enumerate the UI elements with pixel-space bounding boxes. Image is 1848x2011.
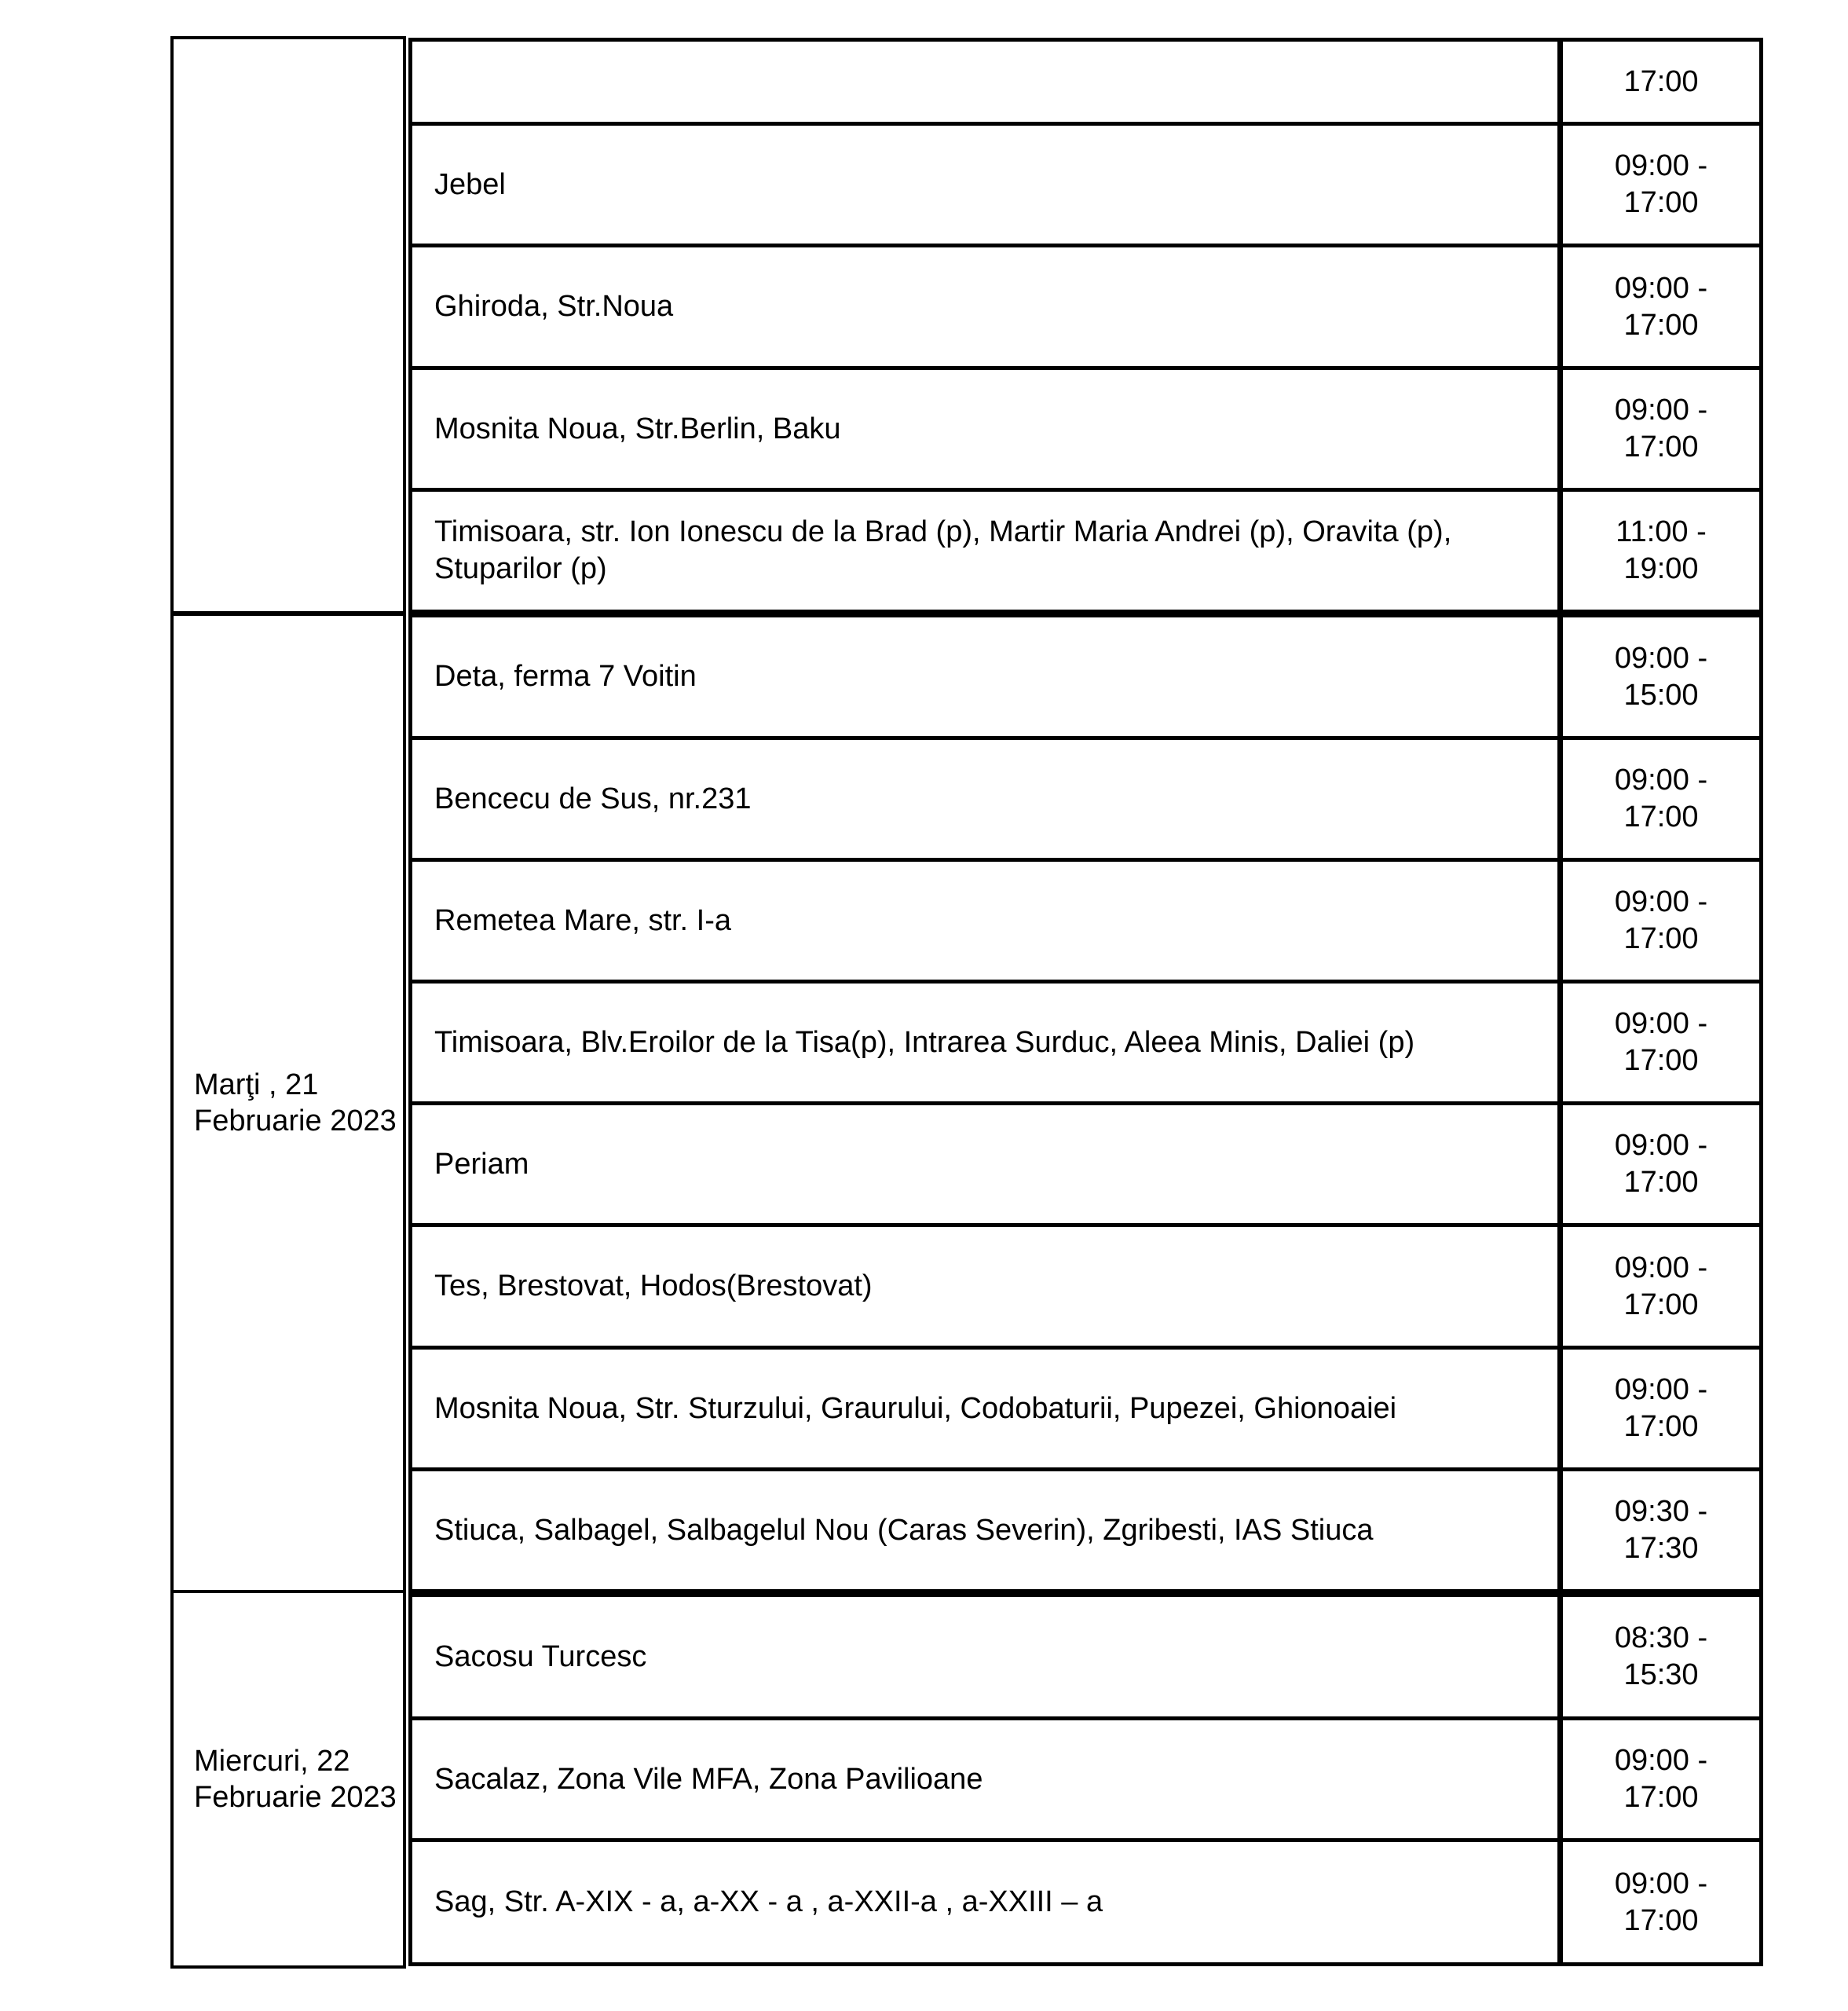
date-cell [170,36,406,614]
hours-text: 09:00 - 17:00 [1614,394,1708,463]
table-row [408,1593,1763,1720]
location-cell [408,1467,1561,1593]
hours-cell [1559,488,1763,614]
location-cell [408,736,1561,862]
hours-text: 09:00 - 17:00 [1614,885,1708,955]
hours-cell [1559,1346,1763,1471]
table-row [408,122,1763,247]
location-cell [408,366,1561,492]
hours-cell [1559,858,1763,984]
hours-cell [1559,244,1763,370]
location-cell [408,1716,1561,1842]
hours-text: 09:30 - 17:30 [1614,1495,1708,1565]
hours-cell [1559,1716,1763,1842]
hours-cell [1559,1101,1763,1227]
location-text: Deta, ferma 7 Voitin [434,660,697,693]
location-cell [408,1346,1561,1471]
hours-cell [1559,736,1763,862]
hours-text: 09:00 - 17:00 [1614,271,1708,342]
location-cell [408,244,1561,370]
location-text: Timisoara, Blv.Eroilor de la Tisa(p), Intrarea Surduc, Aleea Minis, Daliei (p) [434,1025,1415,1059]
location-cell [408,1593,1561,1720]
table-row [408,38,1763,126]
location-text: Mosnita Noua, Str.Berlin, Baku [434,412,841,445]
location-cell [408,488,1561,614]
table-row [408,736,1763,862]
table-row [408,1101,1763,1227]
location-cell [408,122,1561,247]
location-text: Sacosu Turcesc [434,1639,647,1673]
hours-text: 09:00 - 15:00 [1614,641,1708,712]
location-cell [408,858,1561,984]
location-text: Jebel [434,167,506,201]
hours-cell [1559,38,1763,126]
location-cell [408,614,1561,740]
hours-text: 11:00 - 19:00 [1616,515,1707,585]
location-cell [408,1223,1561,1350]
location-text: Remetea Mare, str. I-a [434,903,732,937]
table-row [408,1467,1763,1593]
location-text: Sag, Str. A-XIX - a, a-XX - a , a-XXII-a , a-XXIII – a [434,1885,1103,1918]
hours-text: 09:00 - 17:00 [1614,1866,1708,1937]
date-cell [170,1590,406,1969]
location-text: Mosnita Noua, Str. Sturzului, Graurului, Codobaturii, Pupezei, Ghionoaiei [434,1391,1397,1425]
location-cell [408,38,1561,126]
hours-text: 09:00 - 17:00 [1614,1744,1708,1814]
location-text: Sacalaz, Zona Vile MFA, Zona Pavilioane [434,1762,983,1796]
hours-text: 09:00 - 17:00 [1614,149,1708,219]
hours-cell [1559,122,1763,247]
location-text: Periam [434,1147,529,1181]
table-row [408,858,1763,984]
date-cell [170,613,406,1593]
table-row [408,1346,1763,1471]
location-cell [408,980,1561,1105]
location-text: Stiuca, Salbagel, Salbagelul Nou (Caras Severin), Zgribesti, IAS Stiuca [434,1513,1374,1547]
hours-text: 09:00 - 17:00 [1614,1373,1708,1443]
hours-cell [1559,1223,1763,1350]
date-label: Marţi , 21 Februarie 2023 [194,1068,397,1137]
table-row [408,488,1763,614]
location-text: Tes, Brestovat, Hodos(Brestovat) [434,1269,873,1302]
date-label: Miercuri, 22 Februarie 2023 [194,1745,397,1814]
table-row [408,244,1763,370]
table-row [408,1223,1763,1350]
hours-cell [1559,614,1763,740]
hours-cell [1559,366,1763,492]
table-row [408,1838,1763,1966]
table-row [408,980,1763,1105]
location-text: Bencecu de Sus, nr.231 [434,782,752,815]
hours-text: 17:00 [1623,64,1699,98]
location-text: Timisoara, str. Ion Ionescu de la Brad (p), Martir Maria Andrei (p), Oravita (p), Stuparilor (p) [434,515,1452,585]
hours-cell [1559,1593,1763,1720]
hours-text: 09:00 - 17:00 [1614,764,1708,833]
hours-text: 09:00 - 17:00 [1614,1129,1708,1199]
location-cell [408,1101,1561,1227]
location-text: Ghiroda, Str.Noua [434,290,674,323]
location-cell [408,1838,1561,1966]
hours-text: 09:00 - 17:00 [1614,1251,1708,1321]
hours-cell [1559,1467,1763,1593]
hours-text: 09:00 - 17:00 [1614,1007,1708,1077]
hours-text: 08:30 - 15:30 [1614,1621,1708,1691]
hours-cell [1559,1838,1763,1966]
table-row [408,1716,1763,1842]
table-row [408,614,1763,740]
table-row [408,366,1763,492]
hours-cell [1559,980,1763,1105]
